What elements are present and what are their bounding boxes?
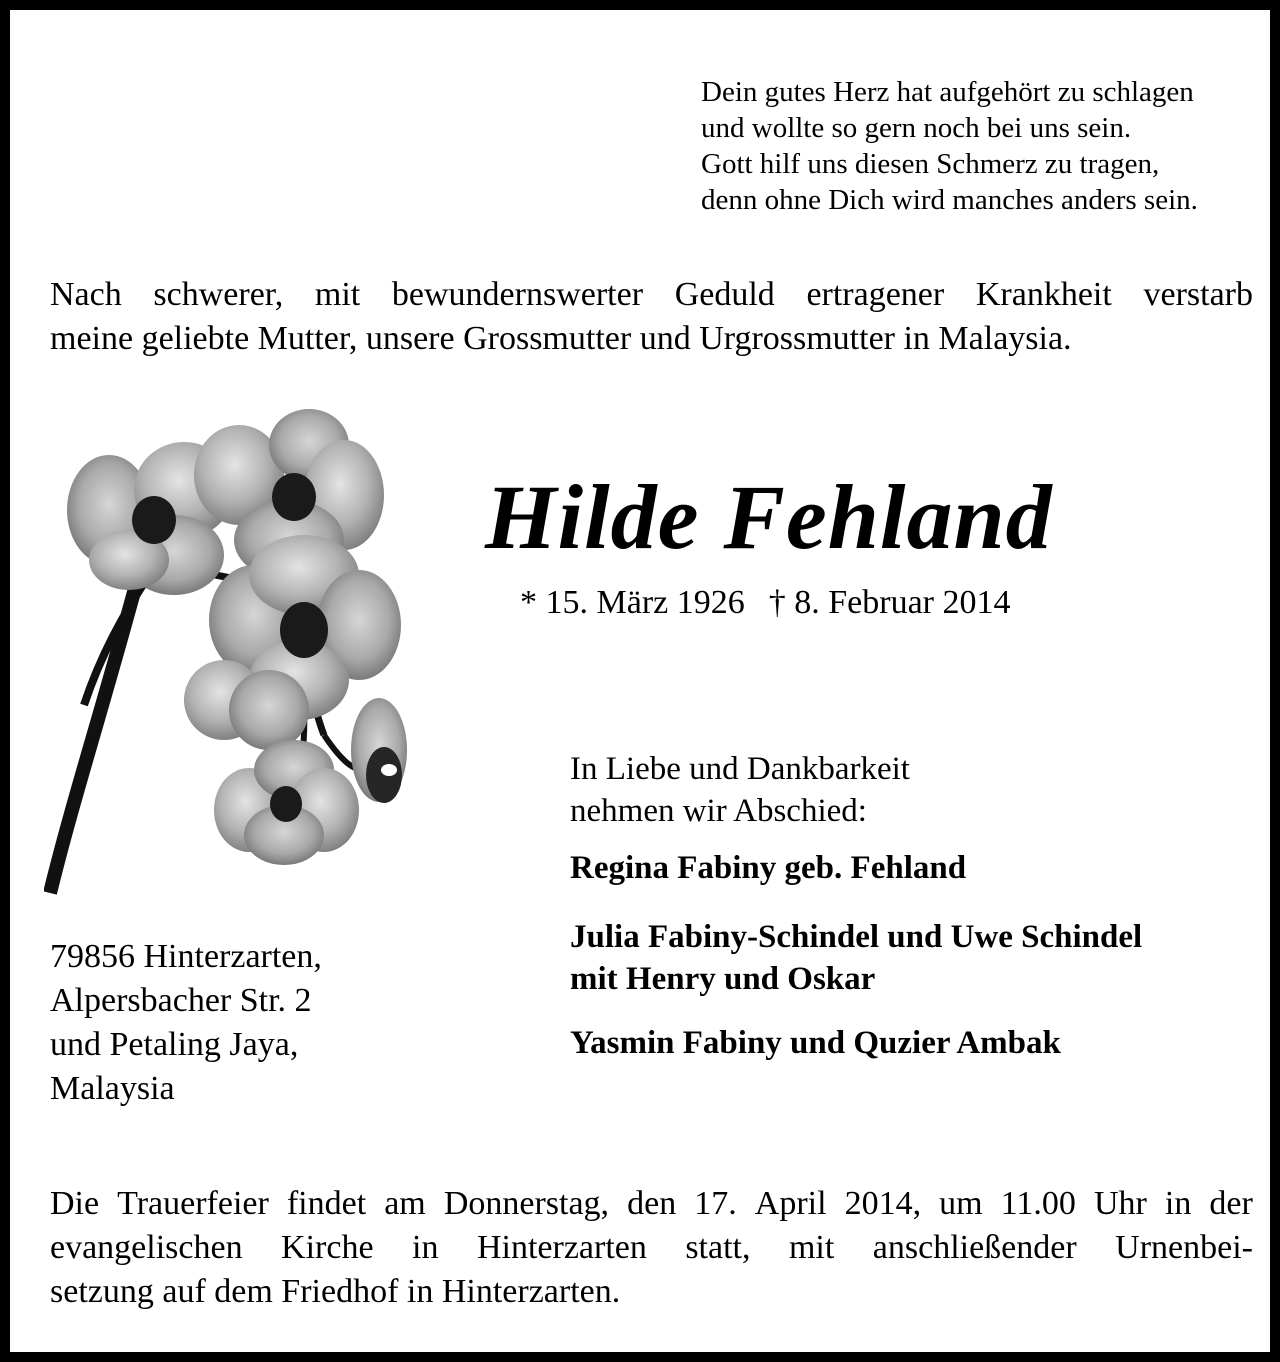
funeral-word: Hinterzarten	[476, 1229, 647, 1266]
address-line: Malaysia	[50, 1070, 175, 1107]
funeral-word: um	[939, 1185, 983, 1222]
funeral-word: Kirche	[281, 1229, 374, 1266]
intro-word: mit	[314, 276, 361, 313]
birth-date: * 15. März 1926	[520, 584, 745, 621]
funeral-line-1	[50, 1182, 1253, 1226]
family-line: Julia Fabiny-Schindel und Uwe Schindel	[570, 919, 1143, 955]
poem-line: Gott hilf uns diesen Schmerz zu tragen,	[701, 148, 1160, 180]
funeral-word: 17.	[694, 1185, 737, 1222]
intro-word: ertragener	[806, 276, 945, 313]
funeral-line-2	[50, 1226, 1253, 1270]
intro-line-1	[50, 273, 1253, 317]
funeral-word: Die	[50, 1185, 100, 1222]
funeral-word: anschließender	[872, 1229, 1077, 1266]
family-entry	[570, 1022, 1061, 1064]
funeral-word: am	[384, 1185, 426, 1222]
funeral-word: der	[1209, 1185, 1253, 1222]
farewell-line: nehmen wir Abschied:	[570, 793, 867, 829]
funeral-word: findet	[286, 1185, 367, 1222]
funeral-line-3: setzung auf dem Friedhof in Hinterzarten.	[50, 1273, 621, 1310]
funeral-word: Donnerstag,	[443, 1185, 610, 1222]
family-line: Yasmin Fabiny und Quzier Ambak	[570, 1025, 1061, 1061]
funeral-word: evangelischen	[50, 1229, 243, 1266]
address-block	[50, 935, 322, 1111]
poem	[701, 74, 1261, 218]
funeral-word: mit	[788, 1229, 835, 1266]
funeral-word: in	[1164, 1185, 1192, 1222]
funeral-word: Uhr	[1093, 1185, 1147, 1222]
family-line: mit Henry und Oskar	[570, 961, 876, 997]
funeral-word: statt,	[685, 1229, 751, 1266]
family-line: Regina Fabiny geb. Fehland	[570, 850, 967, 886]
address-line: und Petaling Jaya,	[50, 1026, 299, 1063]
funeral-word: April	[754, 1185, 827, 1222]
family-entry	[570, 847, 966, 889]
farewell-text	[570, 748, 910, 832]
poem-line: denn ohne Dich wird manches anders sein.	[701, 184, 1198, 216]
intro-word: bewundernswerter	[391, 276, 644, 313]
poem-line: und wollte so gern noch bei uns sein.	[701, 112, 1132, 144]
intro-line-2: meine geliebte Mutter, unsere Grossmutter und Urgrossmutter in Malaysia.	[50, 320, 1072, 357]
intro-word: Geduld	[674, 276, 775, 313]
address-line: Alpersbacher Str. 2	[50, 982, 312, 1019]
funeral-word: den	[627, 1185, 677, 1222]
intro-word: Krankheit	[975, 276, 1112, 313]
life-dates	[520, 582, 1011, 624]
death-date: † 8. Februar 2014	[768, 584, 1011, 621]
address-line: 79856 Hinterzarten,	[50, 938, 322, 975]
funeral-info	[50, 1182, 1253, 1314]
poem-line: Dein gutes Herz hat aufgehört zu schlagen	[701, 76, 1194, 108]
farewell-line: In Liebe und Dankbarkeit	[570, 751, 910, 787]
intro-word: verstarb	[1143, 276, 1253, 313]
funeral-word: in	[412, 1229, 439, 1266]
funeral-word: Urnenbei-	[1115, 1229, 1253, 1266]
intro-word: schwerer,	[153, 276, 284, 313]
funeral-word: Trauerfeier	[117, 1185, 269, 1222]
orchid-icon	[44, 405, 474, 900]
funeral-word: 11.00	[1000, 1185, 1076, 1222]
intro-word: Nach	[50, 276, 122, 313]
funeral-word: 2014,	[844, 1185, 922, 1222]
intro-text	[50, 273, 1253, 361]
family-entry	[570, 916, 1142, 1000]
deceased-name: Hilde Fehland	[485, 466, 1053, 568]
